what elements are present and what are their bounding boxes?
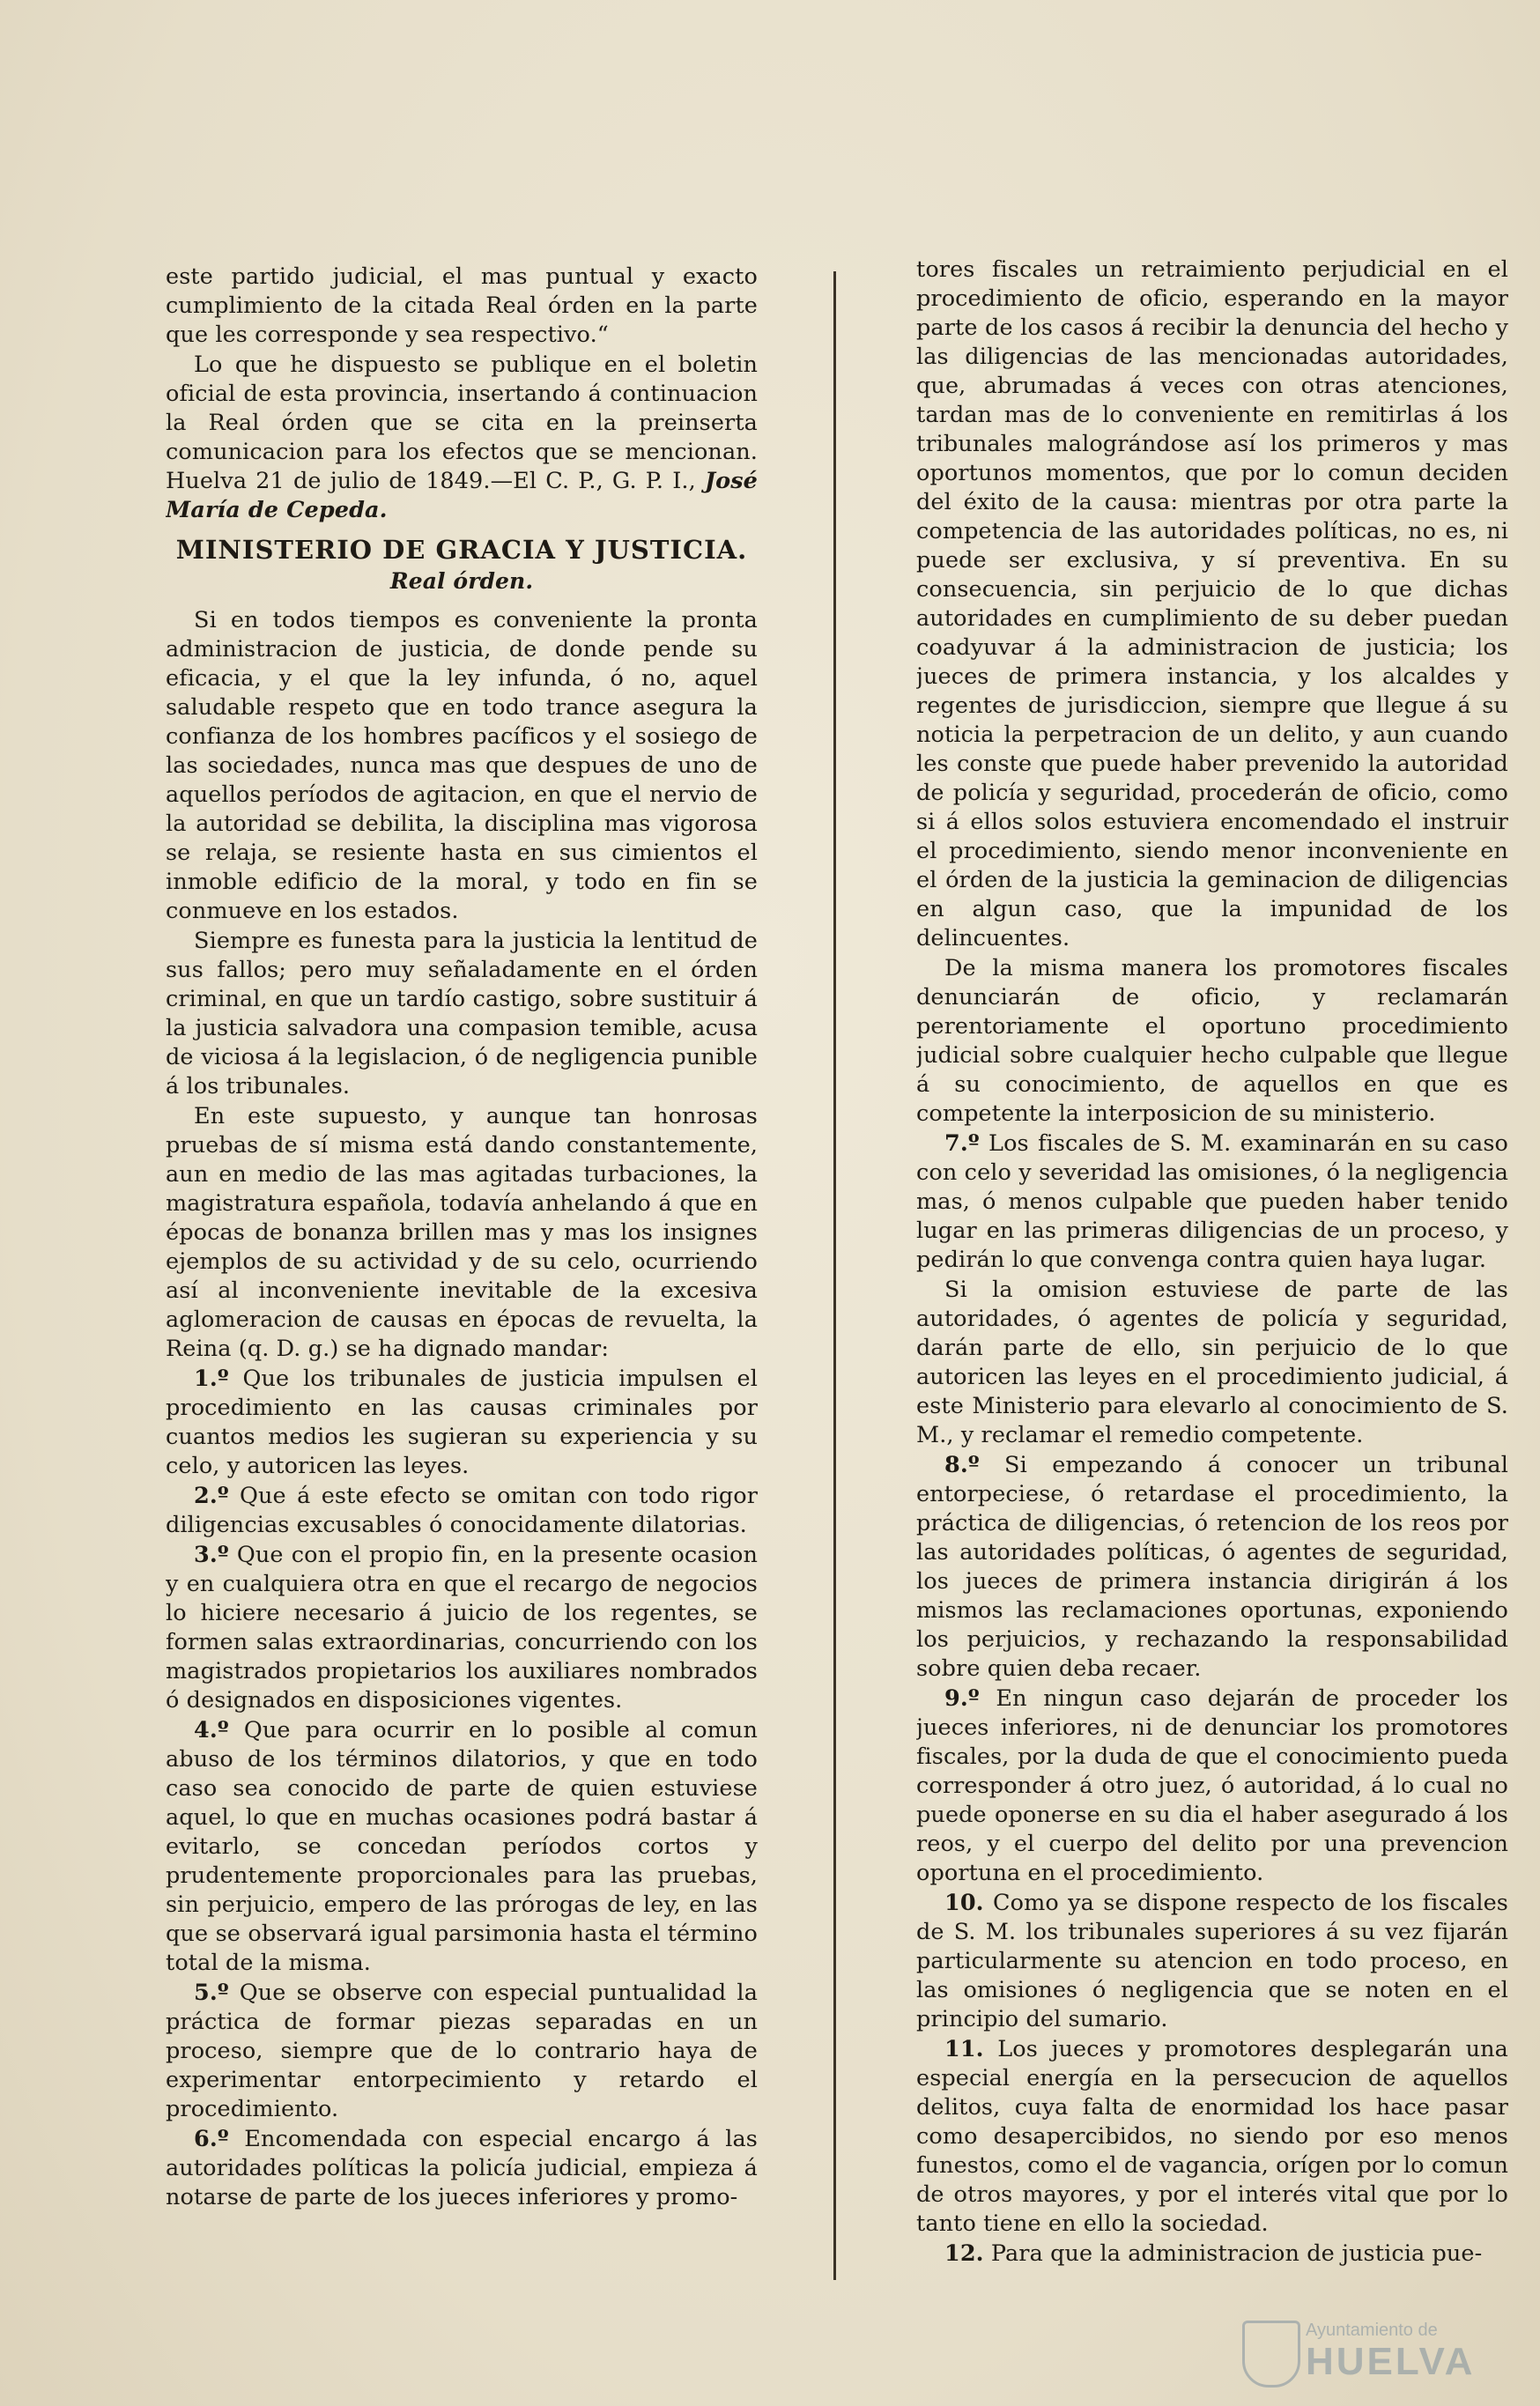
- watermark-line-2: HUELVA: [1306, 2340, 1476, 2383]
- body-paragraph: De la misma manera los promotores fiscales denunciarán de oficio, y reclamarán perentoriamente el oportuno procedimiento judicial sobre cualquier hecho culpable que llegue á su conocimiento, de aquellos en que es competente la interposicion de su ministerio.: [916, 955, 1508, 1127]
- body-paragraph: En este supuesto, y aunque tan honrosas pruebas de sí misma está dando constantemente, aun en medio de las mas agitadas turbaciones, la magistratura española, todavía anhelando á que en épocas de bonanza brillen mas y mas los insignes ejemplos de su actividad y de su celo, ocurriendo así al inconveniente inevitable de la excesiva aglomeracion de causas en épocas de revuelta, la Reina (q. D. g.) se ha dignado mandar:: [166, 1103, 758, 1362]
- article-number: 3.º: [194, 1542, 229, 1568]
- intro-paragraph-1: este partido judicial, el mas puntual y exacto cumplimiento de la citada Real órden en la parte que les corresponde y sea respectivo.“: [166, 263, 758, 348]
- article-paragraph: 6.º Encomendada con especial encargo á las autoridades políticas la policía judicial, empieza á notarse de parte de los jueces inferiores y promo-: [166, 2126, 758, 2210]
- intro-paragraph-2: Lo que he dispuesto se publique en el boletin oficial de esta provincia, insertando á continuacion la Real órden que se cita en la preinserta comunicacion para los efectos que se mencionan. Huelva 21 de julio de 1849.—El C. P., G. P. I., José María de Cepeda.: [166, 352, 758, 523]
- article-paragraph: 2.º Que á este efecto se omitan con todo rigor diligencias excusables ó conocidamente dilatorias.: [166, 1483, 758, 1538]
- body-paragraph: Siempre es funesta para la justicia la lentitud de sus fallos; pero muy señaladamente en el órden criminal, en que un tardío castigo, sobre sustituir á la justicia salvadora una compasion temible, acusa de viciosa á la legislacion, ó de negligencia punible á los tribunales.: [166, 928, 758, 1099]
- article-paragraph: 9.º En ningun caso dejarán de proceder los jueces inferiores, ni de denunciar los promotores fiscales, por la duda de que el conocimiento pueda corresponder á otro juez, ó autoridad, á lo cual no puede oponerse en su dia el haber asegurado á los reos, y el cuerpo del delito por una prevencion oportuna en el procedimiento.: [916, 1685, 1508, 1886]
- signature: José María de Cepeda.: [166, 468, 758, 523]
- article-paragraph: 4.º Que para ocurrir en lo posible al comun abuso de los términos dilatorios, y que en todo caso sea conocido de parte de quien estuviese aquel, lo que en muchas ocasiones podrá bastar á evitarlo, se concedan períodos cortos y prudentemente proporcionales para las pruebas, sin perjuicio, empero de las prórogas de ley, en las que se observará igual parsimonia hasta el término total de la misma.: [166, 1717, 758, 1976]
- article-paragraph: 8.º Si empezando á conocer un tribunal entorpeciese, ó retardase el procedimiento, la práctica de diligencias, ó retencion de los reos por las autoridades políticas, ó agentes de seguridad, los jueces de primera instancia dirigirán á los mismos las reclamaciones oportunas, exponiendo los perjuicios, y rechazando la responsabilidad sobre quien deba recaer.: [916, 1452, 1508, 1682]
- article-number: 7.º: [944, 1130, 980, 1157]
- article-paragraph: 5.º Que se observe con especial puntualidad la práctica de formar piezas separadas en un proceso, siempre que de lo contrario haya de experimentar entorpecimiento y retardo el procedimiento.: [166, 1980, 758, 2122]
- article-number: 1.º: [194, 1366, 229, 1392]
- article-paragraph: Si la omision estuviese de parte de las autoridades, ó agentes de policía y seguridad, darán parte de ello, sin perjuicio de lo que autoricen las leyes en el procedimiento judicial, á este Ministerio para elevarlo al conocimiento de S. M., y reclamar el remedio competente.: [916, 1277, 1508, 1448]
- watermark: [1242, 2317, 1515, 2387]
- article-number: 2.º: [194, 1483, 229, 1509]
- article-number: 8.º: [944, 1452, 980, 1478]
- article-number: 12.: [944, 2240, 984, 2267]
- left-column: [166, 263, 758, 2306]
- article-paragraph: 3.º Que con el propio fin, en la presente ocasion y en cualquiera otra en que el recargo de negocios lo hiciere necesario á juicio de los regentes, se formen salas extraordinarias, concurriendo con los magistrados propietarios los auxiliares nombrados ó designados en disposiciones vigentes.: [166, 1542, 758, 1714]
- section-subtitle: Real órden.: [389, 568, 534, 594]
- article-paragraph: 7.º Los fiscales de S. M. examinarán en su caso con celo y severidad las omisiones, ó la negligencia mas, ó menos culpable que pueden haber tenido lugar en las primeras diligencias de un proceso, y pedirán lo que convenga contra quien haya lugar.: [916, 1130, 1508, 1273]
- column-divider: [833, 271, 836, 2280]
- body-paragraph: Si en todos tiempos es conveniente la pronta administracion de justicia, de donde pende su eficacia, y el que la ley infunda, ó no, aquel saludable respeto que en todo trance asegura la confianza de los hombres pacíficos y el sosiego de las sociedades, nunca mas que despues de uno de aquellos períodos de agitacion, en que el nervio de la autoridad se debilita, la disciplina mas vigorosa se relaja, se resiente hasta en sus cimientos el inmoble edificio de la moral, y todo en fin se conmueve en los estados.: [166, 607, 758, 924]
- article-number: 4.º: [194, 1717, 229, 1743]
- article-number: 6.º: [194, 2126, 229, 2152]
- article-number: 10.: [944, 1890, 984, 1916]
- watermark-line-1: Ayuntamiento de: [1306, 2321, 1438, 2340]
- article-paragraph: 10. Como ya se dispone respecto de los fiscales de S. M. los tribunales superiores á su vez fijarán particularmente su atencion en todo proceso, en las omisiones ó negligencia que se noten en el principio del sumario.: [916, 1890, 1508, 2032]
- section-title: MINISTERIO DE GRACIA Y JUSTICIA.: [175, 535, 748, 565]
- article-number: 11.: [944, 2036, 984, 2062]
- article-number: 9.º: [944, 1685, 980, 1712]
- coat-of-arms-icon: [1242, 2321, 1300, 2387]
- article-paragraph: 1.º Que los tribunales de justicia impulsen el procedimiento en las causas criminales por cuantos medios les sugieran su experiencia y su celo, y autoricen las leyes.: [166, 1366, 758, 1479]
- right-column: [916, 255, 1508, 2335]
- article-number: 5.º: [194, 1980, 229, 2006]
- article-paragraph: 12. Para que la administracion de justicia pue-: [944, 2240, 1483, 2267]
- continuation-paragraph: tores fiscales un retraimiento perjudicial en el procedimiento de oficio, esperando en la mayor parte de los casos á recibir la denuncia del hecho y las diligencias de las mencionadas autoridades, que, abrumadas á veces con otras atenciones, tardan mas de lo conveniente en remitirlas á los tribunales malográndose así los primeros y mas oportunos momentos, que por lo comun deciden del éxito de la causa: mientras por otra parte la competencia de las autoridades políticas, no es, ni puede ser exclusiva, y sí preventiva. En su consecuencia, sin perjuicio de lo que dichas autoridades en cumplimiento de su deber puedan coadyuvar á la administracion de justicia; los jueces de primera instancia, y los alcaldes y regentes de jurisdiccion, siempre que llegue á su noticia la perpetracion de un delito, y aun cuando les conste que puede haber prevenido la autoridad de policía y seguridad, procederán de oficio, como si á ellos solos estuviera encomendado el instruir el procedimiento, siendo menor inconveniente en el órden de la justicia la geminacion de diligencias en algun caso, que la impunidad de los delincuentes.: [916, 256, 1508, 951]
- article-paragraph: 11. Los jueces y promotores desplegarán una especial energía en la persecucion de aquellos delitos, cuya falta de enormidad los hace pasar como desapercibidos, no siendo por eso menos funestos, como el de vagancia, orígen por lo comun de otros mayores, y por el interés vital que por lo tanto tiene en ello la sociedad.: [916, 2036, 1508, 2237]
